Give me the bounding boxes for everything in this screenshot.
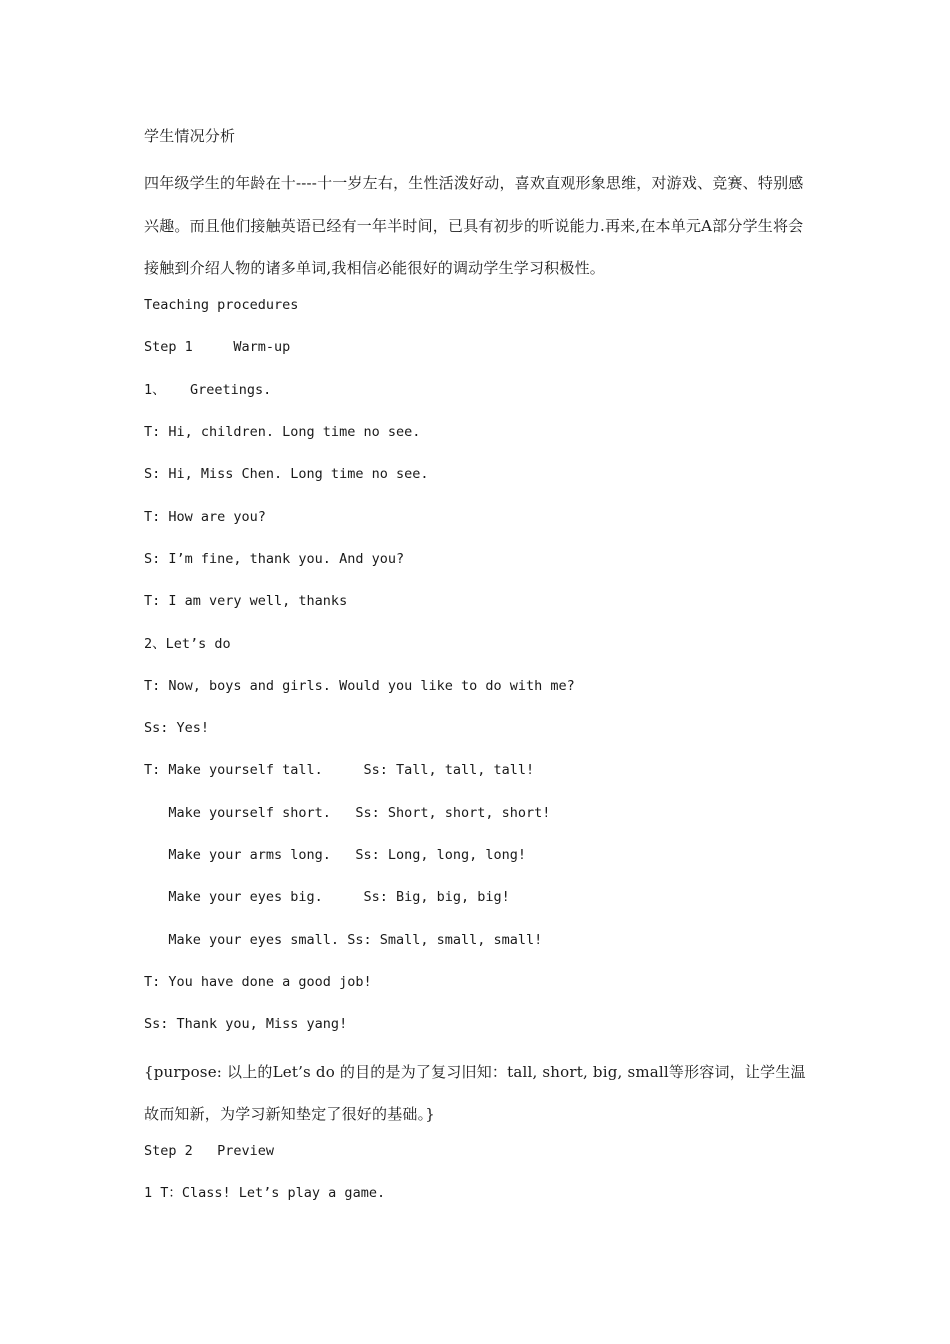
dialogue-line: S: I’m fine, thank you. And you? [144,550,405,567]
procedures-title: Teaching procedures [144,297,299,314]
dialogue-line: Make your eyes big. Ss: Big, big, big! [144,889,510,906]
dialogue-line: T: How are you? [144,508,266,525]
dialogue-line: S: Hi, Miss Chen. Long time no see. [144,466,429,483]
dialogue-line: T: I am very well, thanks [144,593,348,610]
dialogue-line: Make your eyes small. Ss: Small, small, small! [144,931,543,948]
dialogue-line: Ss: Thank you, Miss yang! [144,1016,348,1033]
document-body [144,120,814,1220]
greetings-title: 1、 Greetings. [144,381,272,398]
analysis-paragraph: 四年级学生的年龄在十----十一岁左右，生性活泼好动，喜欢直观形象思维，对游戏、竞赛、特别感兴趣。而且他们接触英语已经有一年半时间，已具有初步的听说能力.再来,在本单元A部分学生将会接触到介绍人物的诸多单词,我相信必能很好的调动学生学习积极性。 [144,174,804,277]
step2-title: Step 2 Preview [144,1143,275,1160]
dialogue-line: T: Now, boys and girls. Would you like to do with me? [144,677,575,694]
dialogue-line: T: Make yourself tall. Ss: Tall, tall, tall! [144,762,535,779]
game-line: 1 T：Class! Let’s play a game. [144,1185,386,1202]
section-heading: 学生情况分析 [144,127,236,145]
dialogue-line: Make your arms long. Ss: Long, long, long! [144,847,527,864]
dialogue-line: T: Hi, children. Long time no see. [144,424,421,441]
dialogue-line: Make yourself short. Ss: Short, short, short! [144,804,551,821]
dialogue-line: T: You have done a good job! [144,973,372,990]
dialogue-line: Ss: Yes! [144,720,210,737]
step1-title: Step 1 Warm-up [144,339,291,356]
letsdo-title: 2、Let’s do [144,635,231,652]
purpose-note: {purpose: 以上的Let’s do 的目的是为了复习旧知：tall, short, big, small等形容词，让学生温故而知新，为学习新知垫定了很好的基础。} [144,1062,806,1123]
